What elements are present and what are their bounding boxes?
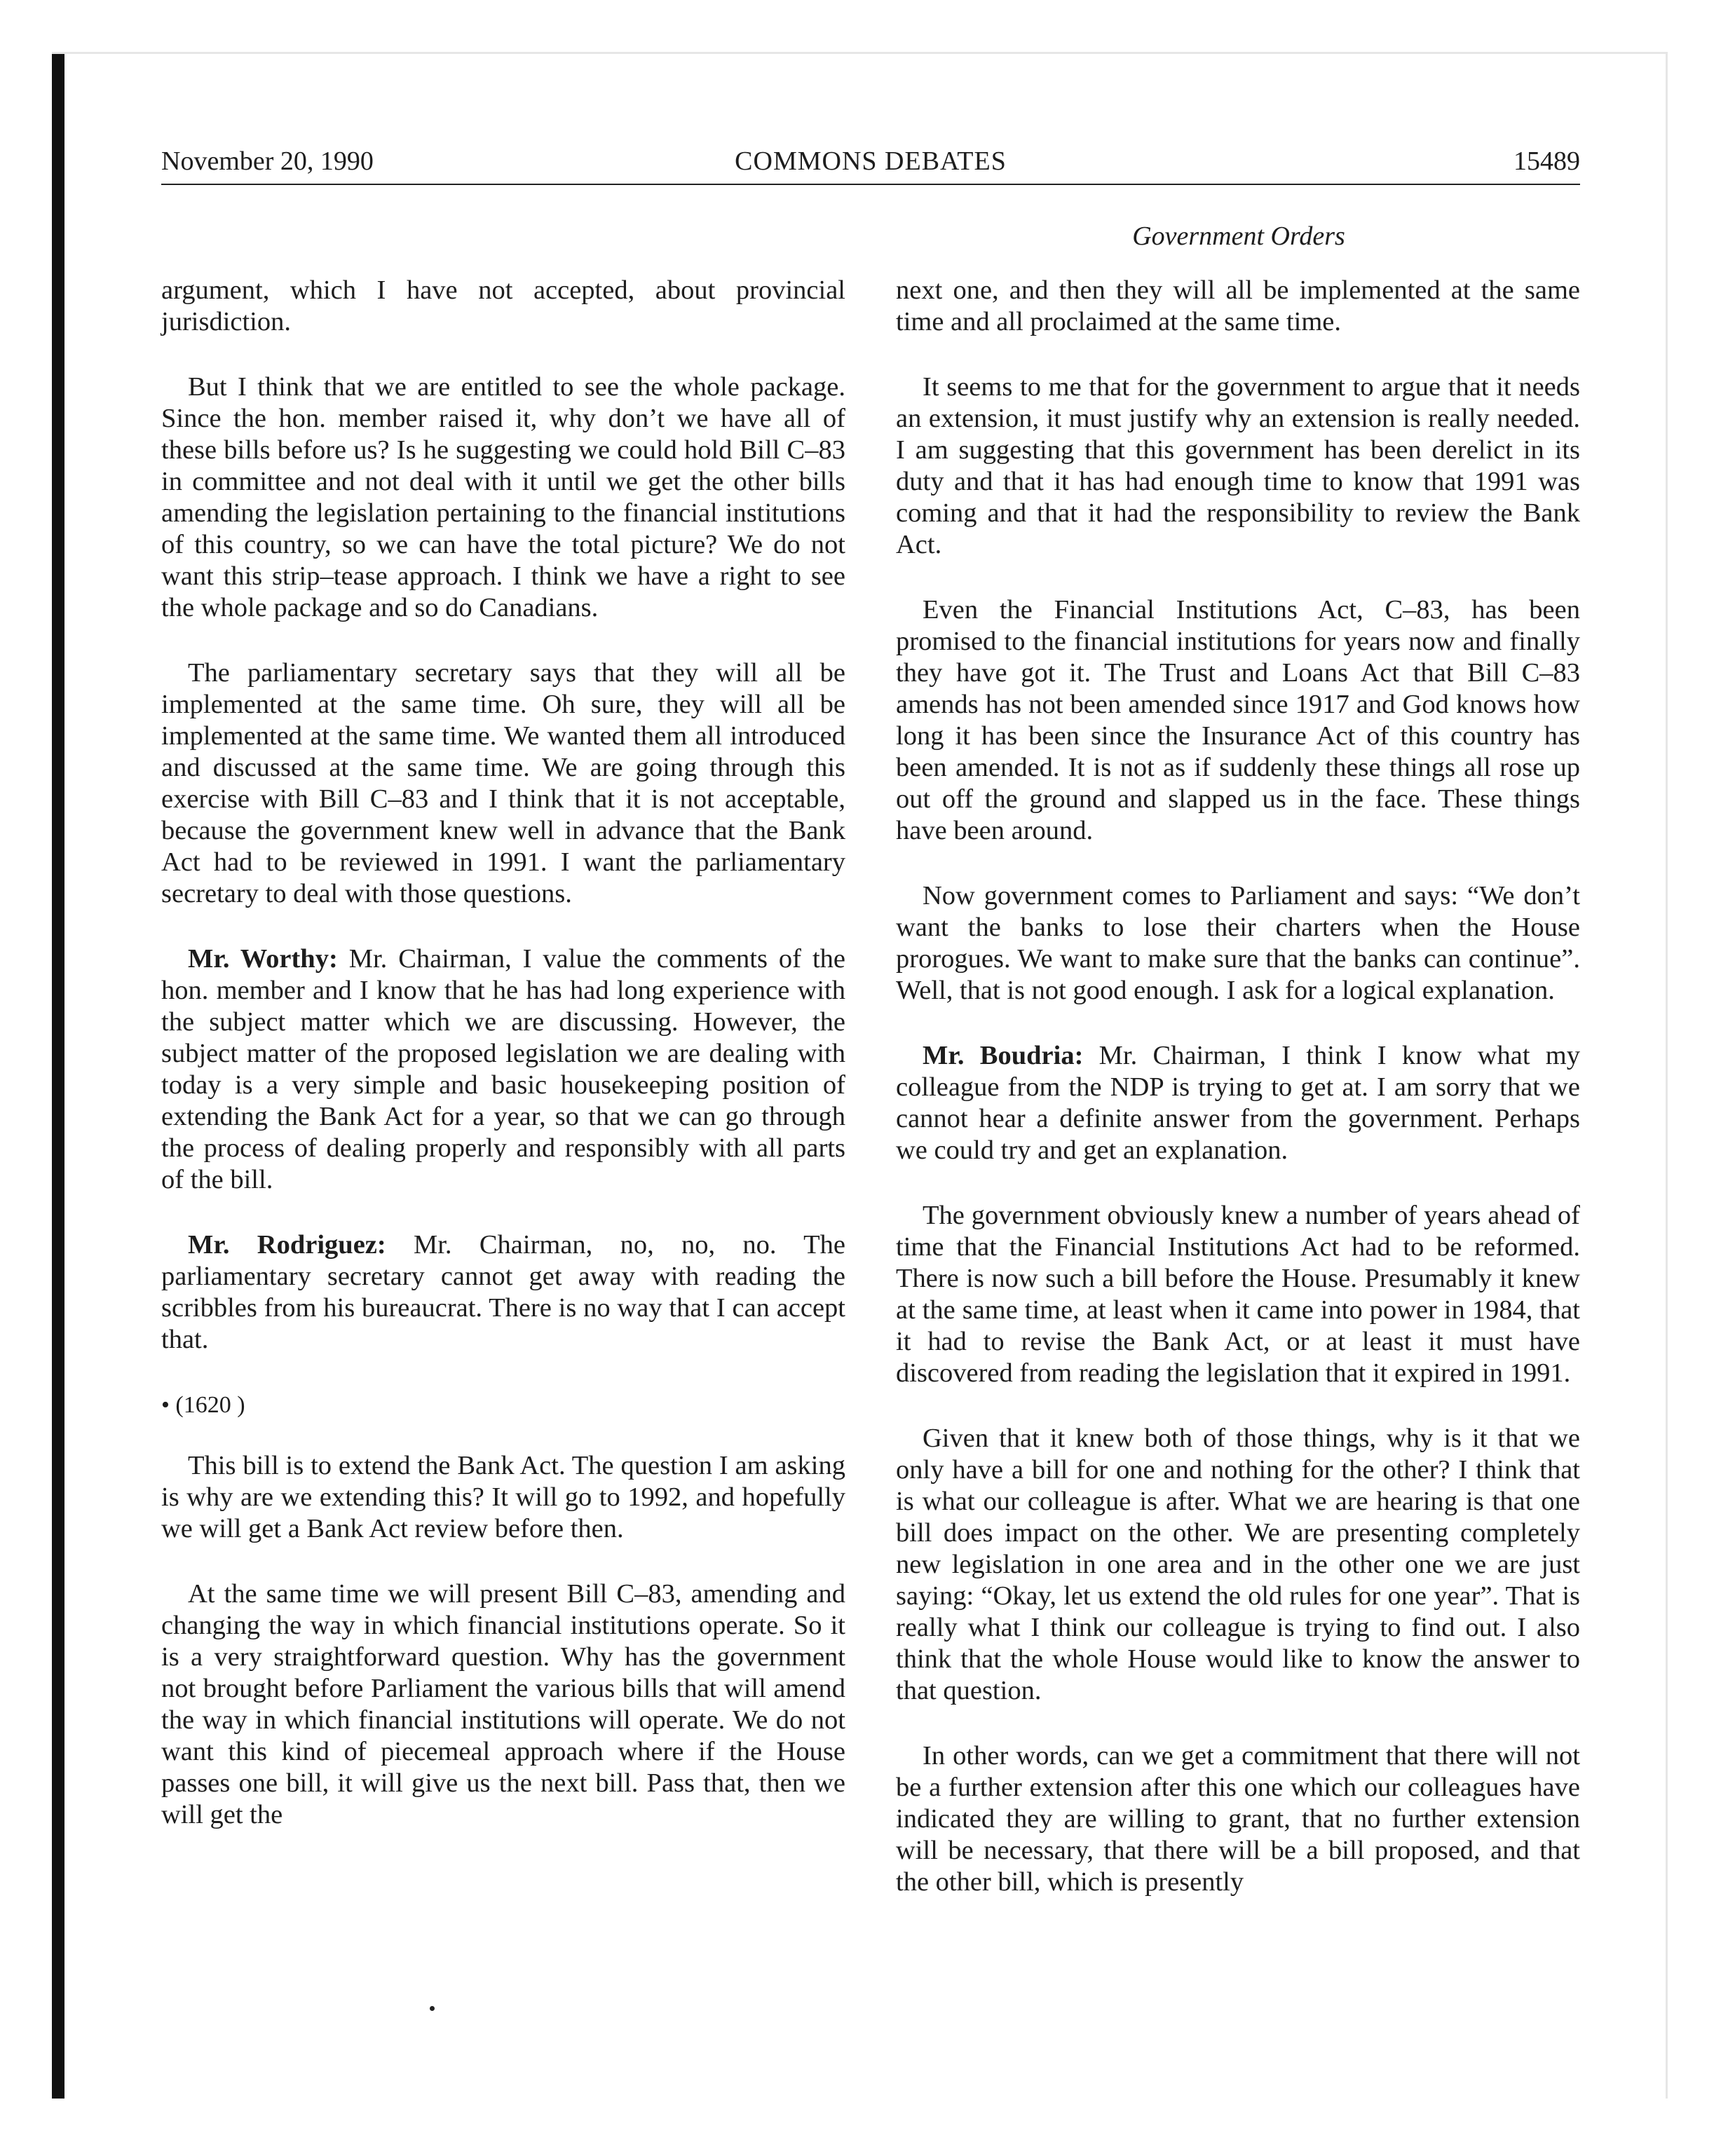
paragraph: The government obviously knew a number of years ahead of time that the Financial Institutions Act had to be reformed. There is now such a bill before the House. Presumably it knew at the same time, at least when it came into power in 1984, that it had to revise the Bank Act, or at least it must have discovered from reading the legislation that it expired in 1991. — [896, 1201, 1580, 1388]
speech-text: Mr. Chairman, no, no, no. The parliamentary secretary cannot get away with reading the scribbles from his bureaucrat. There is no way that I can accept that. — [161, 1230, 845, 1354]
scan-speck — [430, 2006, 435, 2011]
speaker-name: Mr. Worthy: — [188, 944, 338, 974]
scan-border-right — [1666, 52, 1668, 2099]
speech-text: Mr. Chairman, I value the comments of the hon. member and I know that he has had long experience with the subject matter which we are discussing. However, the subject matter of the proposed legislation we are dealing with today is a very simple and basic housekeeping position of extending the Bank Act for a year, so that we can go through the process of dealing properly and responsibly with all parts of the bill. — [161, 944, 845, 1194]
paragraph: But I think that we are entitled to see the whole package. Since the hon. member raised it, why don’t we have all of these bills before us? Is he suggesting we could hold Bill C–83 in committee and not deal with it until we get the other bills amending the legislation pertaining to the financial institutions of this country, so we can have the total picture? We do not want this strip–tease approach. I think we have a right to see the whole package and so do Canadians. — [161, 372, 845, 622]
document-page — [161, 140, 1580, 1897]
speaker-name: Mr. Rodriguez: — [188, 1230, 386, 1260]
header-page-number: 15489 — [1513, 146, 1580, 176]
speech-paragraph — [161, 943, 845, 1196]
speech-paragraph — [161, 1229, 845, 1356]
header-date: November 20, 1990 — [161, 146, 374, 176]
paragraph: It seems to me that for the government to argue that it needs an extension, it must justify why an extension is really needed. I am suggesting that this government has been derelict in its duty and that it has had enough time to know that 1991 was coming and that it had the responsibility to review the Bank Act. — [896, 372, 1580, 559]
paragraph: At the same time we will present Bill C–83, amending and changing the way in which financial institutions operate. So it is a very straightforward question. Why has the government not brought before Parliament the various bills that will amend the way in which financial institutions will operate. We do not want this kind of piecemeal approach where if the House passes one bill, it will give us the next bill. Pass that, then we will get the — [161, 1579, 845, 1829]
paragraph: next one, and then they will all be implemented at the same time and all proclaimed at the same time. — [896, 275, 1580, 336]
paragraph: Even the Financial Institutions Act, C–83, has been promised to the financial institutions for years now and finally they have got it. The Trust and Loans Act that Bill C–83 amends has not been amended since 1917 and God knows how long it has been since the Insurance Act of this country has been amended. It is not as if suddenly these things all rose up out off the ground and slapped us in the face. These things have been around. — [896, 595, 1580, 845]
paragraph: argument, which I have not accepted, about provincial jurisdiction. — [161, 275, 845, 336]
right-column — [896, 275, 1580, 1932]
header-publication: COMMONS DEBATES — [735, 146, 1007, 176]
section-label: Government Orders — [1132, 221, 1345, 251]
time-marker: • (1620 ) — [161, 1392, 245, 1418]
paragraph: In other words, can we get a commitment that there will not be a further extension after this one which our colleagues have indicated they are willing to grant, that no further extension will be necessary, that there will be a bill proposed, and that the other bill, which is presently — [896, 1741, 1580, 1897]
speech-paragraph — [896, 1040, 1580, 1166]
paragraph: The parliamentary secretary says that they will all be implemented at the same time. Oh sure, they will all be implemented at the same time. We wanted them all introduced and discussed at the same time. We are going through this exercise with Bill C–83 and I think that it is not acceptable, because the government knew well in advance that the Bank Act had to be reviewed in 1991. I want the parliamentary secretary to deal with those questions. — [161, 658, 845, 908]
paragraph: This bill is to extend the Bank Act. The question I am asking is why are we extending this? It will go to 1992, and hopefully we will get a Bank Act review before then. — [161, 1451, 845, 1543]
scan-border-top — [52, 52, 1668, 54]
paragraph: Given that it knew both of those things, why is it that we only have a bill for one and nothing for the other? I think that is what our colleague is after. What we are hearing is that one bill does impact on the other. We are presenting completely new legislation in one area and in the other one we are just saying: “Okay, let us extend the old rules for one year”. That is really what I think our colleague is trying to find out. I also think that the whole House would like to know the answer to that question. — [896, 1424, 1580, 1705]
paragraph: Now government comes to Parliament and says: “We don’t want the banks to lose their charters when the House prorogues. We want to make sure that the banks can continue”. Well, that is not good enough. I ask for a logical explanation. — [896, 881, 1580, 1005]
left-column — [161, 275, 845, 1864]
speech-text: Mr. Chairman, I think I know what my colleague from the NDP is trying to get at. I am sorry that we cannot hear a definite answer from the government. Perhaps we could try and get an explanation. — [896, 1041, 1580, 1165]
running-header — [161, 140, 1580, 185]
speaker-name: Mr. Boudria: — [923, 1041, 1084, 1070]
scan-border-left — [52, 52, 64, 2099]
